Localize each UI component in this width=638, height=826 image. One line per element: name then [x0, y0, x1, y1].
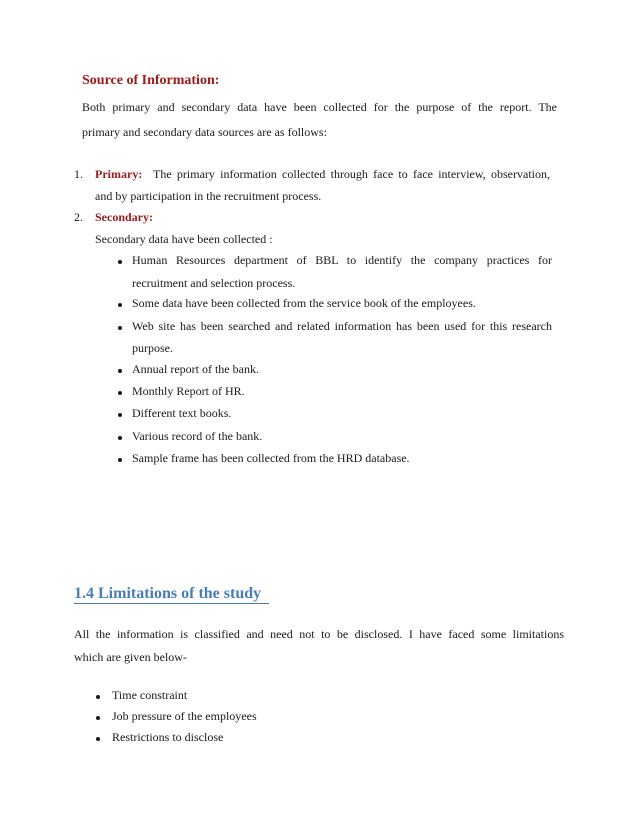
- bullet-icon: [96, 695, 100, 699]
- list-number-1: 1.: [74, 167, 83, 181]
- bullet-icon: [118, 391, 122, 395]
- secondary-bullet-7: Various record of the bank.: [132, 429, 263, 443]
- source-intro-line1: Both primary and secondary data have been collected for the purpose of the report. The: [82, 100, 557, 114]
- primary-line1: The primary information collected through face to face interview, observation,: [153, 167, 550, 181]
- heading-underline: [74, 603, 269, 604]
- secondary-bullet-3-line2: purpose.: [132, 341, 173, 355]
- bullet-icon: [118, 326, 122, 330]
- bullet-icon: [118, 436, 122, 440]
- secondary-label: Secondary:: [95, 210, 153, 224]
- source-heading: Source of Information:: [82, 73, 220, 88]
- primary-line2: and by participation in the recruitment process.: [95, 189, 322, 203]
- secondary-bullet-5: Monthly Report of HR.: [132, 384, 245, 398]
- secondary-bullet-2: Some data have been collected from the service book of the employees.: [132, 296, 476, 310]
- bullet-icon: [118, 260, 122, 264]
- source-intro-line2: primary and secondary data sources are as follows:: [82, 125, 327, 139]
- secondary-bullet-8: Sample frame has been collected from the HRD database.: [132, 451, 410, 465]
- limitation-item-3: Restrictions to disclose: [112, 730, 224, 744]
- limitations-para-line1: All the information is classified and need not to be disclosed. I have faced some limitations: [74, 627, 564, 641]
- limitations-para-line2: which are given below-: [74, 650, 187, 664]
- secondary-intro: Secondary data have been collected :: [95, 232, 273, 246]
- secondary-bullet-1-line1: Human Resources department of BBL to identify the company practices for: [132, 253, 552, 267]
- secondary-bullet-1-line2: recruitment and selection process.: [132, 276, 296, 290]
- secondary-bullet-4: Annual report of the bank.: [132, 362, 259, 376]
- primary-label: Primary:: [95, 167, 143, 181]
- list-number-2: 2.: [74, 210, 83, 224]
- limitation-item-1: Time constraint: [112, 688, 188, 702]
- limitation-item-2: Job pressure of the employees: [112, 709, 257, 723]
- secondary-bullet-6: Different text books.: [132, 406, 232, 420]
- bullet-icon: [96, 737, 100, 741]
- bullet-icon: [118, 458, 122, 462]
- secondary-bullet-3-line1: Web site has been searched and related information has been used for this research: [132, 319, 552, 333]
- limitations-heading: 1.4 Limitations of the study: [74, 585, 262, 602]
- bullet-icon: [118, 303, 122, 307]
- bullet-icon: [118, 413, 122, 417]
- bullet-icon: [96, 716, 100, 720]
- bullet-icon: [118, 369, 122, 373]
